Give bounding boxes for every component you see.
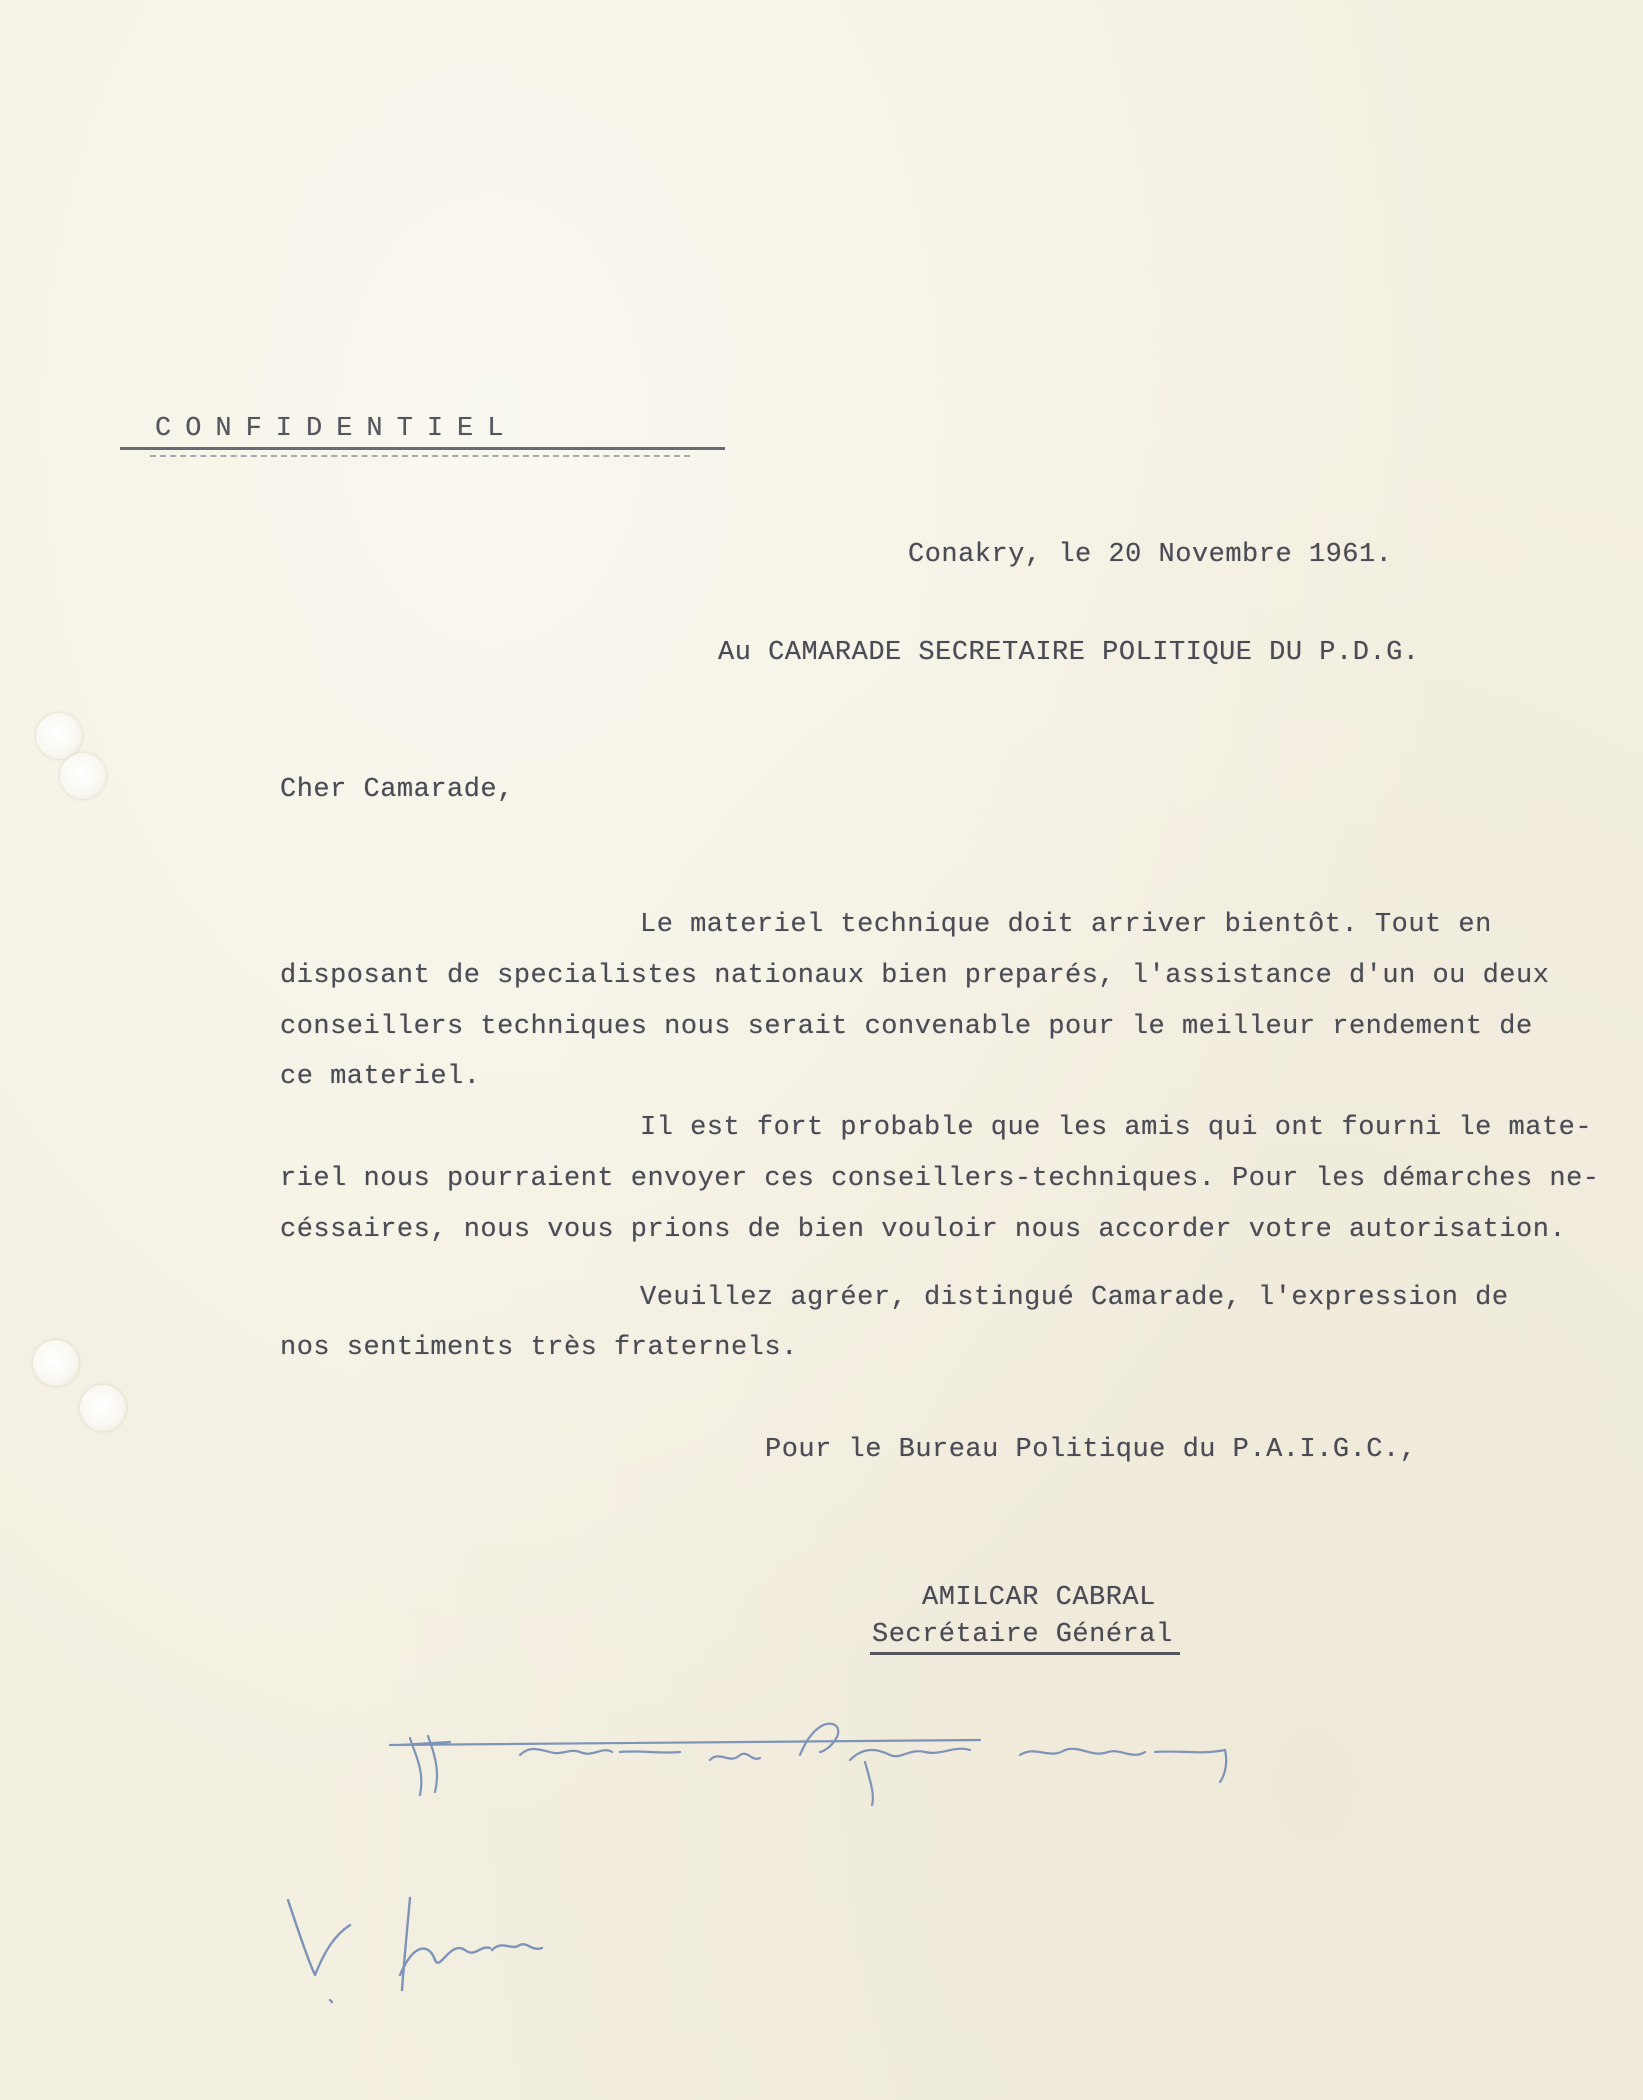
- signatory-name: AMILCAR CABRAL: [922, 1583, 1156, 1613]
- date-line: Conakry, le 20 Novembre 1961.: [908, 540, 1393, 570]
- signatory-title: Secrétaire Général: [872, 1620, 1173, 1650]
- classification-heading: CONFIDENTIEL: [155, 414, 518, 444]
- paragraph-1-line-4: ce materiel.: [280, 1062, 481, 1092]
- handwritten-initials: [280, 1880, 580, 2010]
- classification-underline: [120, 447, 725, 450]
- classification-underline-strikeover: [150, 455, 690, 457]
- punch-hole-bottom-2: [80, 1385, 126, 1431]
- signatory-title-underline: [870, 1652, 1180, 1655]
- paragraph-1-line-2: disposant de specialistes nationaux bien preparés, l'assistance d'un ou deux: [280, 961, 1550, 991]
- addressee: Au CAMARADE SECRETAIRE POLITIQUE DU P.D.G.: [718, 638, 1420, 668]
- punch-hole-top-2: [60, 753, 106, 799]
- paragraph-2-line-1: Il est fort probable que les amis qui ont fourni le mate-: [640, 1113, 1593, 1143]
- paragraph-3-line-2: nos sentiments très fraternels.: [280, 1333, 798, 1363]
- paragraph-3-line-1: Veuillez agréer, distingué Camarade, l'expression de: [640, 1283, 1509, 1313]
- paragraph-2-line-3: céssaires, nous vous prions de bien vouloir nous accorder votre autorisation.: [280, 1215, 1567, 1245]
- closing-organization: Pour le Bureau Politique du P.A.I.G.C.,: [765, 1435, 1417, 1465]
- paragraph-1-line-3: conseillers techniques nous serait convenable pour le meilleur rendement de: [280, 1012, 1533, 1042]
- paragraph-2-line-2: riel nous pourraient envoyer ces conseillers-techniques. Pour les démarches ne-: [280, 1164, 1600, 1194]
- handwritten-annotation-struck: [380, 1700, 1260, 1810]
- punch-hole-bottom-1: [33, 1340, 79, 1386]
- salutation: Cher Camarade,: [280, 775, 514, 805]
- punch-hole-top-1: [36, 713, 82, 759]
- paragraph-1-line-1: Le materiel technique doit arriver bientôt. Tout en: [640, 910, 1492, 940]
